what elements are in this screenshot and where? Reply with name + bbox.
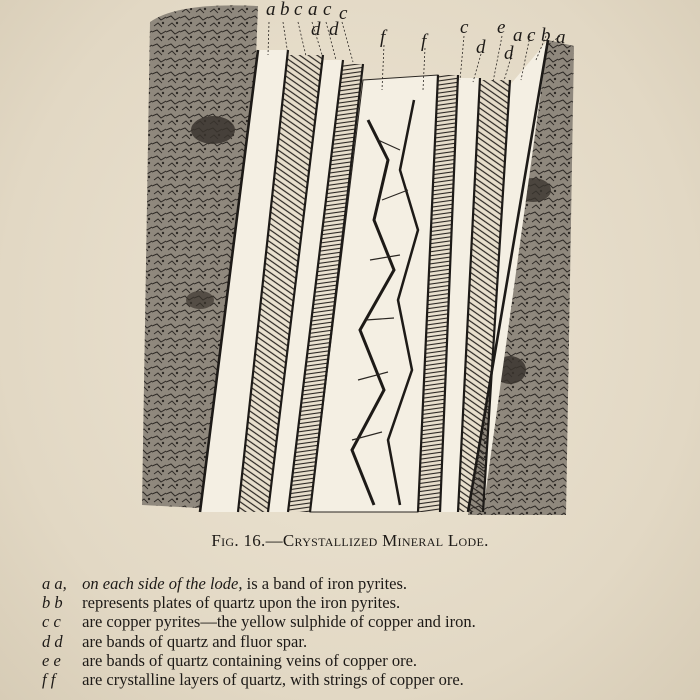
label-f-right: f (421, 31, 427, 52)
legend-row-d (42, 632, 682, 651)
legend-text: are bands of quartz and fluor spar. (82, 631, 308, 651)
mineral-lode-engraving (138, 0, 578, 522)
figure-title: Crystallized Mineral Lode. (282, 531, 489, 550)
label-f-left: f (380, 27, 386, 48)
legend-row-f (42, 670, 682, 689)
label-c-right-top: c (460, 17, 469, 38)
label-d-left: d (311, 19, 321, 40)
caption-dash: — (265, 531, 283, 550)
label-b-left: b (280, 0, 290, 20)
legend-row-e (42, 651, 682, 670)
label-c-left: c (294, 0, 303, 20)
label-c-right: c (527, 25, 536, 46)
legend-row-c (42, 612, 682, 631)
label-a-left-2: a (308, 0, 318, 20)
figure-caption (0, 531, 700, 551)
label-a-left: a (266, 0, 276, 20)
legend-text: are crystalline layers of quartz, with strings of copper ore. (82, 670, 464, 690)
label-c-left-3: c (339, 3, 348, 24)
legend-key: d d (42, 631, 63, 651)
legend-key: c c (42, 612, 61, 632)
legend-row-a (42, 574, 682, 593)
figure-number: Fig. 16. (211, 531, 266, 550)
legend-text: is a band of iron pyrites. (246, 574, 408, 593)
legend-key: e e (42, 650, 61, 670)
lode-illustration (138, 0, 578, 522)
label-c-left-2: c (323, 0, 332, 20)
legend-key: a a, (42, 574, 67, 593)
legend-text: are bands of quartz containing veins of copper ore. (82, 650, 418, 670)
label-e-right: e (497, 17, 506, 38)
label-a-right: a (513, 25, 523, 46)
label-a-right-2: a (556, 27, 566, 48)
legend-text: are copper pyrites—the yellow sulphide of copper and iron. (82, 612, 476, 632)
label-d-left-2: d (329, 19, 339, 40)
label-d-right: d (476, 37, 486, 58)
label-b-right: b (541, 25, 551, 46)
legend-text: represents plates of quartz upon the iron pyrites. (82, 593, 401, 613)
legend-row-b (42, 593, 682, 612)
figure-legend (42, 574, 682, 689)
legend-key: b b (42, 593, 63, 613)
label-d-right-2: d (504, 43, 514, 64)
legend-key: f f (42, 670, 56, 690)
legend-text-italic: on each side of the lode, (82, 574, 243, 593)
